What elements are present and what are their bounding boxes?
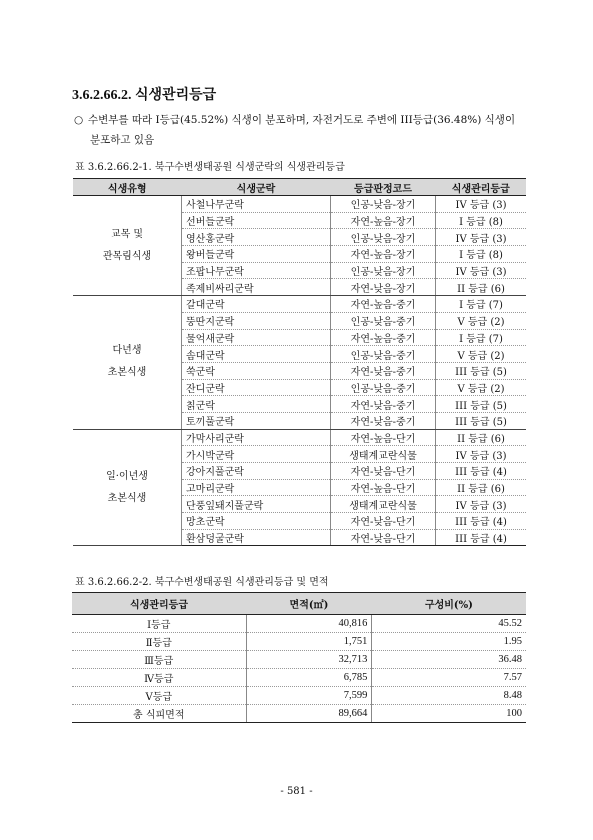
code-cell: 자연-낮음-중기 xyxy=(331,412,436,429)
community-cell: 환삼덩굴군락 xyxy=(182,529,331,546)
grade-cell: II 등급 (6) xyxy=(436,279,526,296)
community-cell: 조팝나무군락 xyxy=(182,262,331,279)
table-row xyxy=(72,669,526,687)
area-cell: 89,664 xyxy=(246,705,372,723)
code-cell: 인공-낮음-중기 xyxy=(331,312,436,329)
ratio-cell: 8.48 xyxy=(372,687,526,705)
community-cell: 고마리군락 xyxy=(182,479,331,496)
community-cell: 물억새군락 xyxy=(182,329,331,346)
vegetation-type-cell xyxy=(73,196,182,296)
area-cell: 6,785 xyxy=(246,669,372,687)
table2-header-cell: 면적(㎡) xyxy=(246,593,372,615)
code-cell: 인공-낮음-중기 xyxy=(331,379,436,396)
grade-cell: III 등급 (4) xyxy=(436,463,526,480)
vegetation-type-line: 교목 및 xyxy=(110,228,144,240)
vegetation-type-line: 초본식생 xyxy=(107,367,147,379)
vegetation-type-cell xyxy=(73,296,182,430)
table1-caption: 표 3.6.2.66.2-1. 북구수변생태공원 식생군락의 식생관리등급 xyxy=(75,162,345,173)
code-cell: 자연-낮음-장기 xyxy=(331,279,436,296)
code-cell: 자연-낮음-중기 xyxy=(331,396,436,413)
code-cell: 자연-높음-단기 xyxy=(331,479,436,496)
grade-cell: Ⅱ등급 xyxy=(72,633,246,651)
table1-header-cell: 식생유형 xyxy=(73,179,182,196)
community-cell: 단풍잎돼지풀군락 xyxy=(182,496,331,513)
ratio-cell: 36.48 xyxy=(372,651,526,669)
community-cell: 강아지풀군락 xyxy=(182,463,331,480)
grade-cell: Ⅳ등급 xyxy=(72,669,246,687)
community-cell: 사철나무군락 xyxy=(182,196,331,213)
area-cell: 1,751 xyxy=(246,633,372,651)
code-cell: 자연-높음-장기 xyxy=(331,212,436,229)
table1-header-row xyxy=(73,179,526,196)
grade-cell: 총 식피면적 xyxy=(72,705,246,723)
bullet-line-1: 수변부를 따라 I등급(45.52%) 식생이 분포하며, 자전거도로 주변에 III등급(36.48%) 식생이 xyxy=(88,114,516,126)
community-cell: 망초군락 xyxy=(182,513,331,530)
table-row xyxy=(72,651,526,669)
table2-header-row xyxy=(72,593,526,615)
ratio-cell: 45.52 xyxy=(372,615,526,633)
community-cell: 잔디군락 xyxy=(182,379,331,396)
grade-cell: III 등급 (4) xyxy=(436,513,526,530)
vegetation-type-line: 초본식생 xyxy=(107,492,147,504)
area-cell: 40,816 xyxy=(246,615,372,633)
code-cell: 자연-높음-중기 xyxy=(331,329,436,346)
vegetation-community-table xyxy=(73,178,526,546)
grade-cell: III 등급 (4) xyxy=(436,529,526,546)
grade-area-table xyxy=(72,592,526,723)
grade-cell: I 등급 (8) xyxy=(436,212,526,229)
code-cell: 자연-높음-장기 xyxy=(331,246,436,263)
table1-header-cell: 등급판정코드 xyxy=(331,179,436,196)
table2-header-cell: 식생관리등급 xyxy=(72,593,246,615)
community-cell: 솜대군락 xyxy=(182,346,331,363)
code-cell: 자연-높음-중기 xyxy=(331,296,436,313)
code-cell: 인공-낮음-장기 xyxy=(331,262,436,279)
code-cell: 생태계교란식물 xyxy=(331,496,436,513)
community-cell: 칡군락 xyxy=(182,396,331,413)
community-cell: 뚱딴지군락 xyxy=(182,312,331,329)
code-cell: 자연-낮음-중기 xyxy=(331,362,436,379)
community-cell: 왕버들군락 xyxy=(182,246,331,263)
grade-cell: Ⅲ등급 xyxy=(72,651,246,669)
section-heading: 3.6.2.66.2. 식생관리등급 xyxy=(72,88,217,103)
grade-cell: IV 등급 (3) xyxy=(436,196,526,213)
community-cell: 가시박군락 xyxy=(182,446,331,463)
table2-caption: 표 3.6.2.66.2-2. 북구수변생태공원 식생관리등급 및 면적 xyxy=(75,577,329,588)
grade-cell: V 등급 (2) xyxy=(436,379,526,396)
grade-cell: Ⅰ등급 xyxy=(72,615,246,633)
table-row xyxy=(73,429,526,446)
code-cell: 생태계교란식물 xyxy=(331,446,436,463)
table1-header-cell: 식생군락 xyxy=(182,179,331,196)
grade-cell: IV 등급 (3) xyxy=(436,496,526,513)
vegetation-type-line: 일·이년생 xyxy=(106,470,148,482)
grade-cell: IV 등급 (3) xyxy=(436,262,526,279)
page-number: - 581 - xyxy=(280,786,313,797)
grade-cell: II 등급 (6) xyxy=(436,479,526,496)
grade-cell: I 등급 (7) xyxy=(436,329,526,346)
community-cell: 쑥군락 xyxy=(182,362,331,379)
community-cell: 갈대군락 xyxy=(182,296,331,313)
code-cell: 인공-낮음-중기 xyxy=(331,346,436,363)
grade-cell: V 등급 (2) xyxy=(436,346,526,363)
table-row xyxy=(72,633,526,651)
table-row xyxy=(72,705,526,723)
area-cell: 32,713 xyxy=(246,651,372,669)
grade-cell: III 등급 (5) xyxy=(436,412,526,429)
bullet-line-2: 분포하고 있음 xyxy=(90,134,155,146)
grade-cell: III 등급 (5) xyxy=(436,362,526,379)
community-cell: 선버들군락 xyxy=(182,212,331,229)
table1-header-cell: 식생관리등급 xyxy=(436,179,526,196)
grade-cell: II 등급 (6) xyxy=(436,429,526,446)
grade-cell: IV 등급 (3) xyxy=(436,229,526,246)
area-cell: 7,599 xyxy=(246,687,372,705)
table-row xyxy=(73,296,526,313)
code-cell: 자연-낮음-단기 xyxy=(331,513,436,530)
code-cell: 자연-낮음-단기 xyxy=(331,463,436,480)
code-cell: 인공-낮음-장기 xyxy=(331,196,436,213)
grade-cell: I 등급 (7) xyxy=(436,296,526,313)
code-cell: 자연-낮음-단기 xyxy=(331,529,436,546)
community-cell: 영산홍군락 xyxy=(182,229,331,246)
ratio-cell: 7.57 xyxy=(372,669,526,687)
vegetation-type-line: 관목림식생 xyxy=(102,250,152,262)
community-cell: 토끼풀군락 xyxy=(182,412,331,429)
code-cell: 인공-낮음-장기 xyxy=(331,229,436,246)
table-row xyxy=(72,687,526,705)
code-cell: 자연-높음-단기 xyxy=(331,429,436,446)
ratio-cell: 100 xyxy=(372,705,526,723)
grade-cell: V 등급 (2) xyxy=(436,312,526,329)
community-cell: 가막사리군락 xyxy=(182,429,331,446)
bullet-mark: ○ xyxy=(74,114,84,126)
bullet-paragraph xyxy=(74,110,534,150)
grade-cell: I 등급 (8) xyxy=(436,246,526,263)
ratio-cell: 1.95 xyxy=(372,633,526,651)
table-row xyxy=(72,615,526,633)
grade-cell: Ⅴ등급 xyxy=(72,687,246,705)
community-cell: 족제비싸리군락 xyxy=(182,279,331,296)
grade-cell: IV 등급 (3) xyxy=(436,446,526,463)
vegetation-type-cell xyxy=(73,429,182,546)
table2-header-cell: 구성비(%) xyxy=(372,593,526,615)
vegetation-type-line: 다년생 xyxy=(112,345,142,357)
table-row xyxy=(73,196,526,213)
grade-cell: III 등급 (5) xyxy=(436,396,526,413)
